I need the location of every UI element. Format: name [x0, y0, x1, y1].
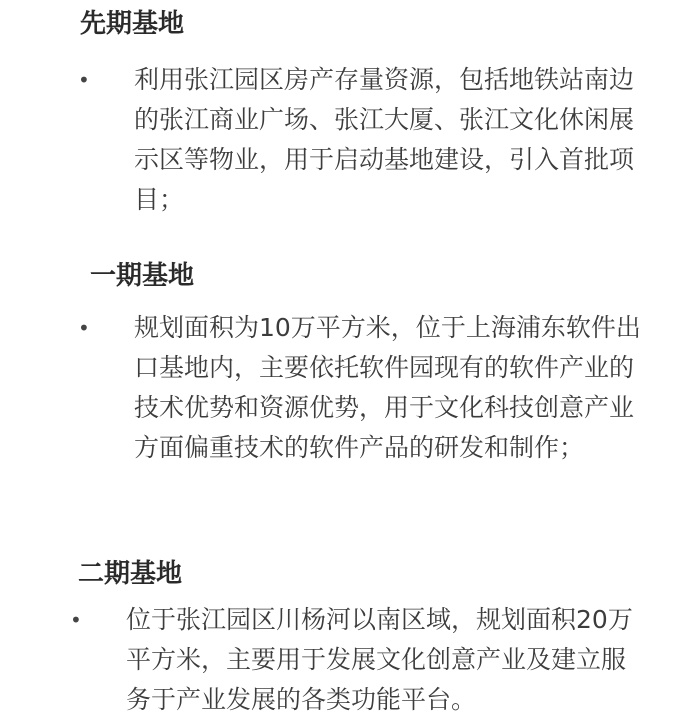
list-item-text: 规划面积为10万平方米，位于上海浦东软件出口基地内，主要依托软件园现有的软件产业的技术优势和资源优势，用于文化科技创意产业方面偏重技术的软件产品的研发和制作； — [134, 313, 641, 462]
bullet-icon: • — [70, 608, 82, 632]
bullet-icon: • — [78, 68, 90, 92]
section-heading-phase-two: 二期基地 — [78, 559, 183, 589]
section-heading-preliminary: 先期基地 — [80, 9, 185, 39]
list-item-text: 位于张江园区川杨河以南区域，规划面积20万平方米，主要用于发展文化创意产业及建立服务于产业发展的各类功能平台。 — [126, 605, 633, 714]
section-heading-phase-one: 一期基地 — [90, 261, 195, 291]
bullet-icon: • — [78, 316, 90, 340]
list-item-text: 利用张江园区房产存量资源，包括地铁站南边的张江商业广场、张江大厦、张江文化休闲展示区等物业，用于启动基地建设，引入首批项目； — [134, 65, 635, 214]
